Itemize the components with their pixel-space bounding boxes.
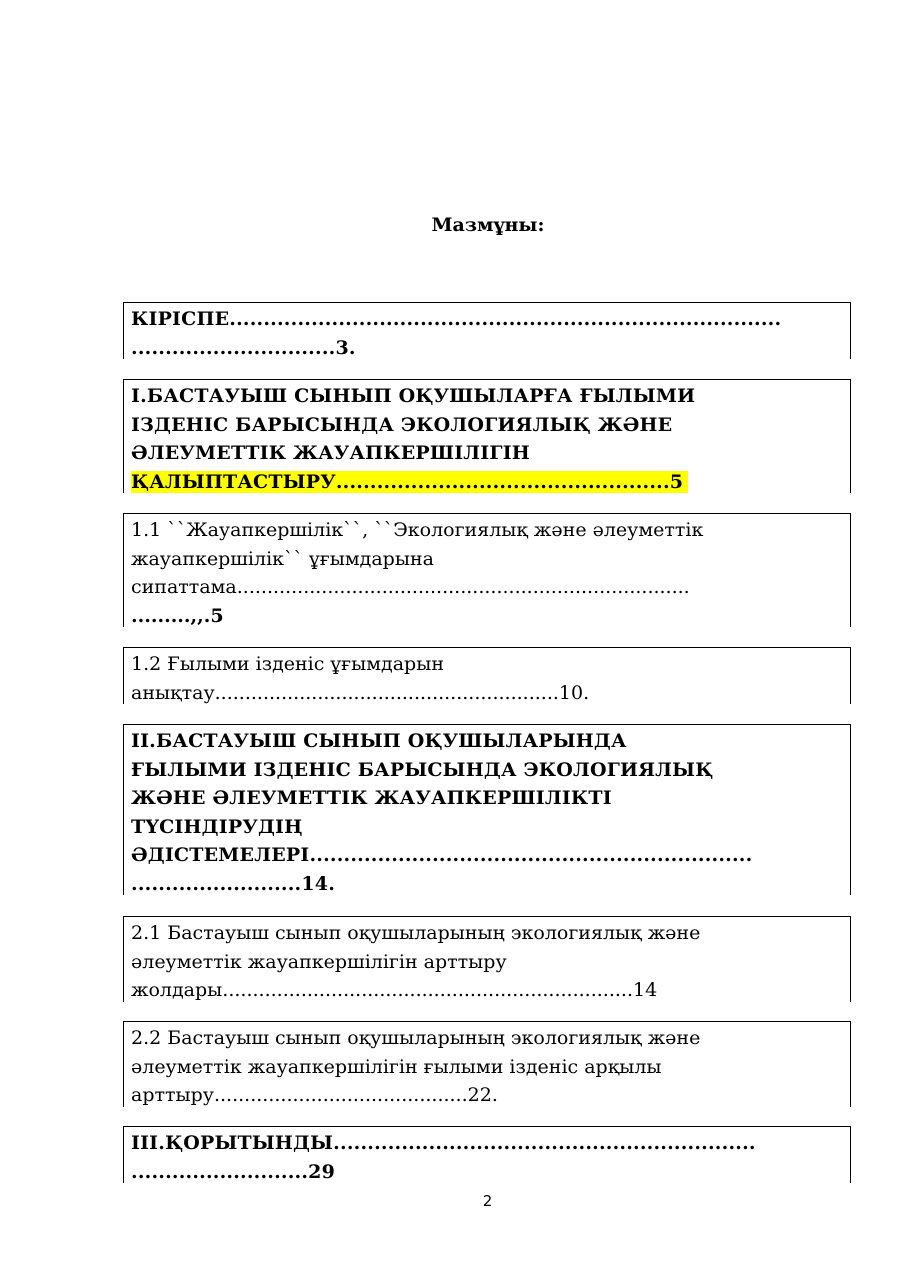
page-number: 2 bbox=[482, 1192, 493, 1210]
toc-entry-section-2-1[interactable] bbox=[123, 916, 851, 1002]
toc-line: жолдары....................................................................14 bbox=[131, 979, 658, 1001]
toc-line: жауапкершілік`` ұғымдарына bbox=[131, 547, 434, 570]
toc-line: .........,,.5 bbox=[131, 604, 224, 627]
toc-line: арттыру..........................................22. bbox=[131, 1084, 498, 1106]
toc-entry-introduction[interactable] bbox=[123, 302, 851, 359]
toc-line: КІРІСПЕ................................................................................. bbox=[131, 308, 782, 330]
toc-entry-section-1-2[interactable] bbox=[123, 647, 851, 704]
toc-line: 1.1 ``Жауапкершілік``, ``Экологиялық және әлеуметтік bbox=[131, 519, 704, 541]
toc-line: ІІІ.ҚОРЫТЫНДЫ.............................................................. bbox=[131, 1132, 756, 1154]
toc-line: ІЗДЕНІС БАРЫСЫНДА ЭКОЛОГИЯЛЫҚ ЖӘНЕ bbox=[131, 413, 673, 436]
toc-line: ӘЛЕУМЕТТІК ЖАУАПКЕРШІЛІГІН bbox=[131, 442, 530, 464]
toc-line: 2.1 Бастауыш сынып оқушыларының экологиялық және bbox=[131, 922, 701, 944]
toc-line: 2.2 Бастауыш сынып оқушыларының экологиялық және bbox=[131, 1027, 701, 1049]
toc-line bbox=[131, 468, 850, 497]
toc-line: ..........................29 bbox=[131, 1160, 336, 1183]
toc-line: ЖӘНЕ ӘЛЕУМЕТТІК ЖАУАПКЕРШІЛІКТІ bbox=[131, 787, 612, 809]
toc-entry-conclusion[interactable] bbox=[123, 1126, 851, 1183]
toc-line: әлеуметтік жауапкершілігін ғылыми ізденіс арқылы bbox=[131, 1055, 662, 1078]
toc-line: әлеуметтік жауапкершілігін арттыру bbox=[131, 950, 507, 973]
toc-line: ТҮСІНДІРУДІҢ bbox=[131, 815, 303, 838]
toc-line: ӘДІСТЕМЕЛЕРІ................................................................. bbox=[131, 844, 753, 866]
toc-entry-section-1-1[interactable] bbox=[123, 513, 851, 627]
toc-title: Мазмұны: bbox=[431, 214, 545, 236]
toc-line: .........................14. bbox=[131, 872, 336, 895]
toc-line: ..............................3. bbox=[131, 336, 356, 359]
toc-line: ҒЫЛЫМИ ІЗДЕНІС БАРЫСЫНДА ЭКОЛОГИЯЛЫҚ bbox=[131, 758, 714, 781]
toc-line: ІІ.БАСТАУЫШ СЫНЫП ОҚУШЫЛАРЫНДА bbox=[131, 730, 627, 752]
toc-entry-chapter-2[interactable] bbox=[123, 724, 851, 895]
toc-line: І.БАСТАУЫШ СЫНЫП ОҚУШЫЛАРҒА ҒЫЛЫМИ bbox=[131, 385, 696, 407]
toc-entry-section-2-2[interactable] bbox=[123, 1021, 851, 1107]
highlighted-text: ҚАЛЫПТАСТЫРУ.................................................5 bbox=[131, 471, 688, 493]
toc-line: сипаттама........................................................................... bbox=[131, 576, 690, 598]
toc-entry-chapter-1[interactable] bbox=[123, 379, 851, 493]
toc-line: анықтау.........................................................10. bbox=[131, 681, 590, 704]
toc-line: 1.2 Ғылыми ізденіс ұғымдарын bbox=[131, 653, 444, 675]
